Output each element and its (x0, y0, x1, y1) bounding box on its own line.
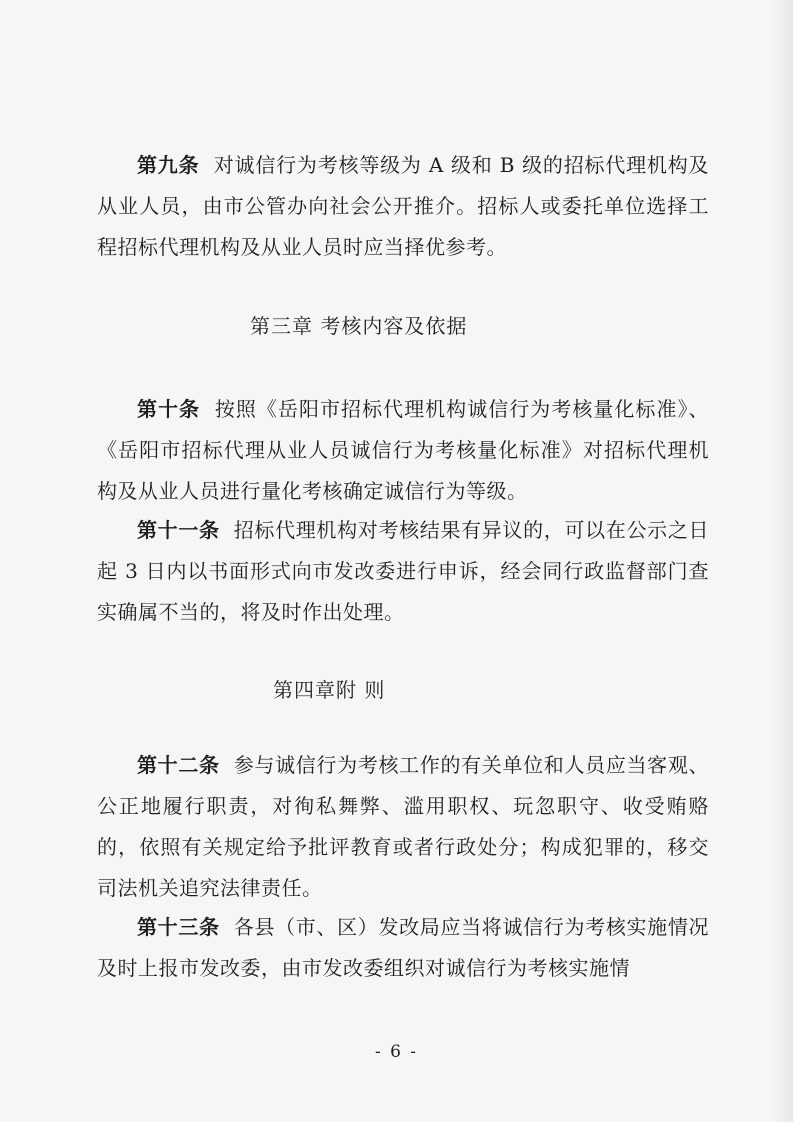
page-number: - 6 - (374, 1042, 419, 1062)
article-9-label: 第九条 (137, 153, 200, 177)
article-13-label: 第十三条 (137, 915, 220, 939)
article-11-text: 招标代理机构对考核结果有异议的，可以在公示之日起 3 日内以书面形式向市发改委进行申诉，经会同行政监督部门查实确属不当的，将及时作出处理。 (97, 518, 710, 624)
article-12-text: 参与诚信行为考核工作的有关单位和人员应当客观、公正地履行职责，对徇私舞弊、滥用职权、玩忽职守、收受贿赂的，依照有关规定给予批评教育或者行政处分；构成犯罪的，移交司法机关追究法律责任。 (97, 753, 710, 900)
page-edge-shadow (771, 0, 793, 1122)
article-13 (97, 907, 709, 989)
article-12-label: 第十二条 (137, 753, 220, 777)
article-9-text: 对诚信行为考核等级为 A 级和 B 级的招标代理机构及从业人员，由市公管办向社会公开推介。招标人或委托单位选择工程招标代理机构及从业人员时应当择优参考。 (97, 153, 710, 259)
article-11-label: 第十一条 (137, 518, 220, 542)
chapter-3-heading: 第三章 考核内容及依据 (250, 314, 468, 338)
article-13-text: 各县（市、区）发改局应当将诚信行为考核实施情况及时上报市发改委，由市发改委组织对诚信行为考核实施情 (97, 915, 710, 980)
article-9 (97, 145, 709, 268)
article-11 (97, 510, 709, 633)
article-10-label: 第十条 (137, 397, 201, 421)
article-10 (97, 389, 709, 512)
chapter-4-heading: 第四章附 则 (273, 678, 386, 702)
article-10-text: 按照《岳阳市招标代理机构诚信行为考核量化标准》、《岳阳市招标代理从业人员诚信行为考核量化标准》对招标代理机构及从业人员进行量化考核确定诚信行为等级。 (97, 397, 710, 503)
article-12 (97, 745, 709, 909)
